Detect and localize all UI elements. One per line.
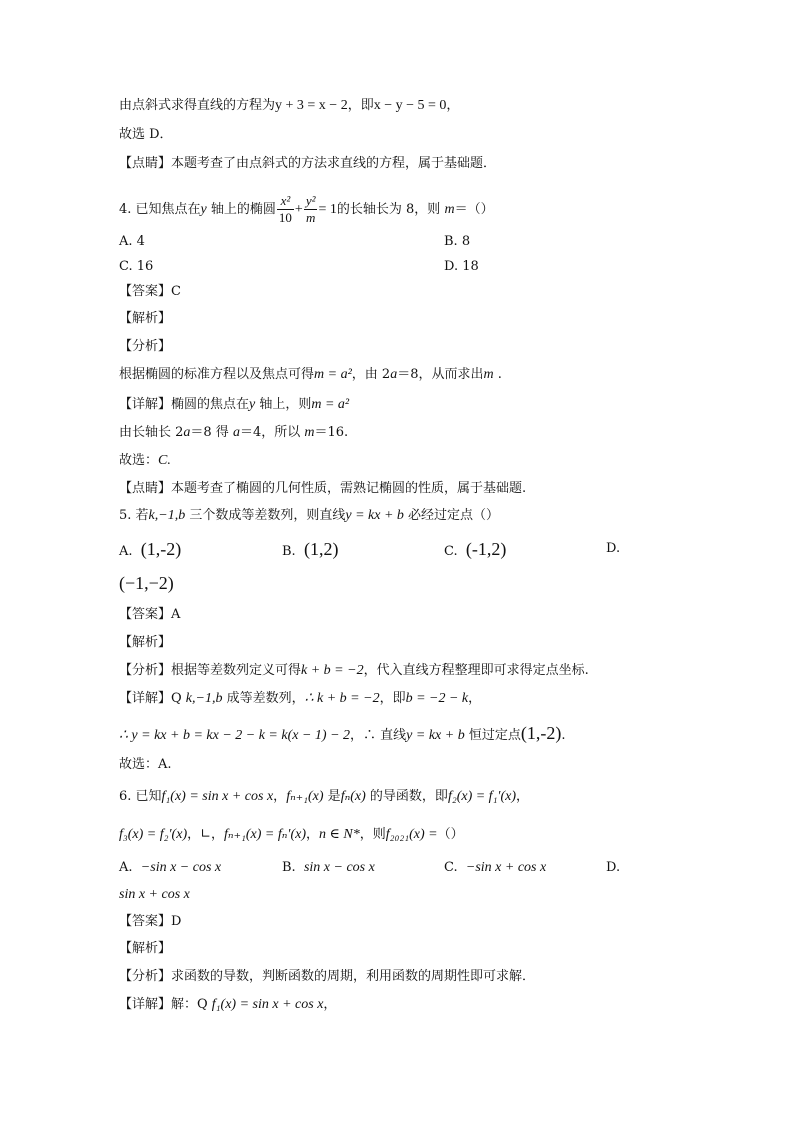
option-d-label: D. [606,541,621,556]
remark: 【点睛】本题考查了椭圆的几何性质，需熟记椭圆的性质，属于基础题. [119,481,527,496]
option-a: A. −sin x − cos x [119,860,222,875]
analysis: 【分析】求函数的导数，判断函数的周期，利用函数的周期性即可求解． [119,969,536,984]
detail: 【详解】Q k,−1,b 成等差数列，∴ k + b = −2，即b = −2 − k， [119,691,482,706]
equation: x − y − 5 = 0 [373,98,447,113]
analysis-heading: 【解析】 [119,635,172,650]
equation: y + 3 = x − 2 [275,98,348,113]
answer: 【答案】D [119,914,182,929]
question-4: 4. 已知焦点在y 轴上的椭圆 $\frac{\text{x²}}{10}$ + $\frac{\text{y²}}{m}$ = 1的长轴长为 8，则 m＝（） [119,193,494,225]
option-d: (−1,−2) [119,573,174,593]
option-a: A. (1,‑2) [119,539,182,559]
detail: 【详解】椭圆的焦点在y 轴上，则m = a² [119,397,350,412]
analysis: 【分析】根据等差数列定义可得k + b = −2，代入直线方程整理即可求得定点坐标. [119,663,589,678]
text-line: 根据椭圆的标准方程以及焦点可得m = a²，由 2a＝8，从而求出m . [119,367,502,382]
analysis-heading: 【解析】 [119,941,172,956]
option-c: C. 16 [119,259,154,274]
analysis-heading: 【解析】 [119,311,172,326]
text-line: 故选：A. [119,757,172,772]
text-line: f₃(x) = f₂′(x)，∟，fₙ₊₁(x) = fₙ′(x)，n ∈ N*，则f₂₀₂₁(x) =（） [119,827,464,842]
answer: 【答案】A [119,607,181,622]
detail: 【详解】解：Q f₁(x) = sin x + cos x， [119,997,337,1012]
text-line: 由长轴长 2a＝8 得 a＝4，所以 m＝16. [119,425,349,440]
option-d: D. 18 [444,259,479,274]
question-5: 5. 若k,−1,b 三个数成等差数列，则直线y = kx + b 必经过定点（） [119,508,500,523]
text-line: 故选 D． [119,127,173,142]
question-6: 6. 已知f₁(x) = sin x + cos x，fₙ₊₁(x) 是fₙ(x) 的导函数，即f₂(x) = f₁′(x)， [119,789,530,804]
option-c: C. −sin x + cos x [444,860,547,875]
text-line: 故选：C. [119,453,171,468]
fraction-y: $\frac{\text{y²}}{m}$ [305,193,316,225]
option-b: B. 8 [444,234,471,249]
option-b: B. (1,2) [282,539,339,559]
option-c: C. (‑1,2) [444,539,507,559]
remark: 【点睛】本题考查了由点斜式的方法求直线的方程，属于基础题． [119,156,497,171]
option-d: sin x + cos x [119,887,190,902]
text-line: ∴ y = kx + b = kx − 2 − k = k(x − 1) − 2，∴ 直线y = kx + b 恒过定点(1,‑2). [119,723,566,743]
text-line: 由点斜式求得直线的方程为y + 3 = x − 2，即x − y − 5 = 0， [119,98,460,113]
option-a: A. 4 [119,234,145,249]
option-d-label: D. [606,860,621,875]
answer: 【答案】C [119,284,181,299]
fraction-x: $\frac{\text{x²}}{10}$ [278,193,292,225]
analysis-sub: 【分析】 [119,339,172,354]
option-b: B. sin x − cos x [282,860,375,875]
